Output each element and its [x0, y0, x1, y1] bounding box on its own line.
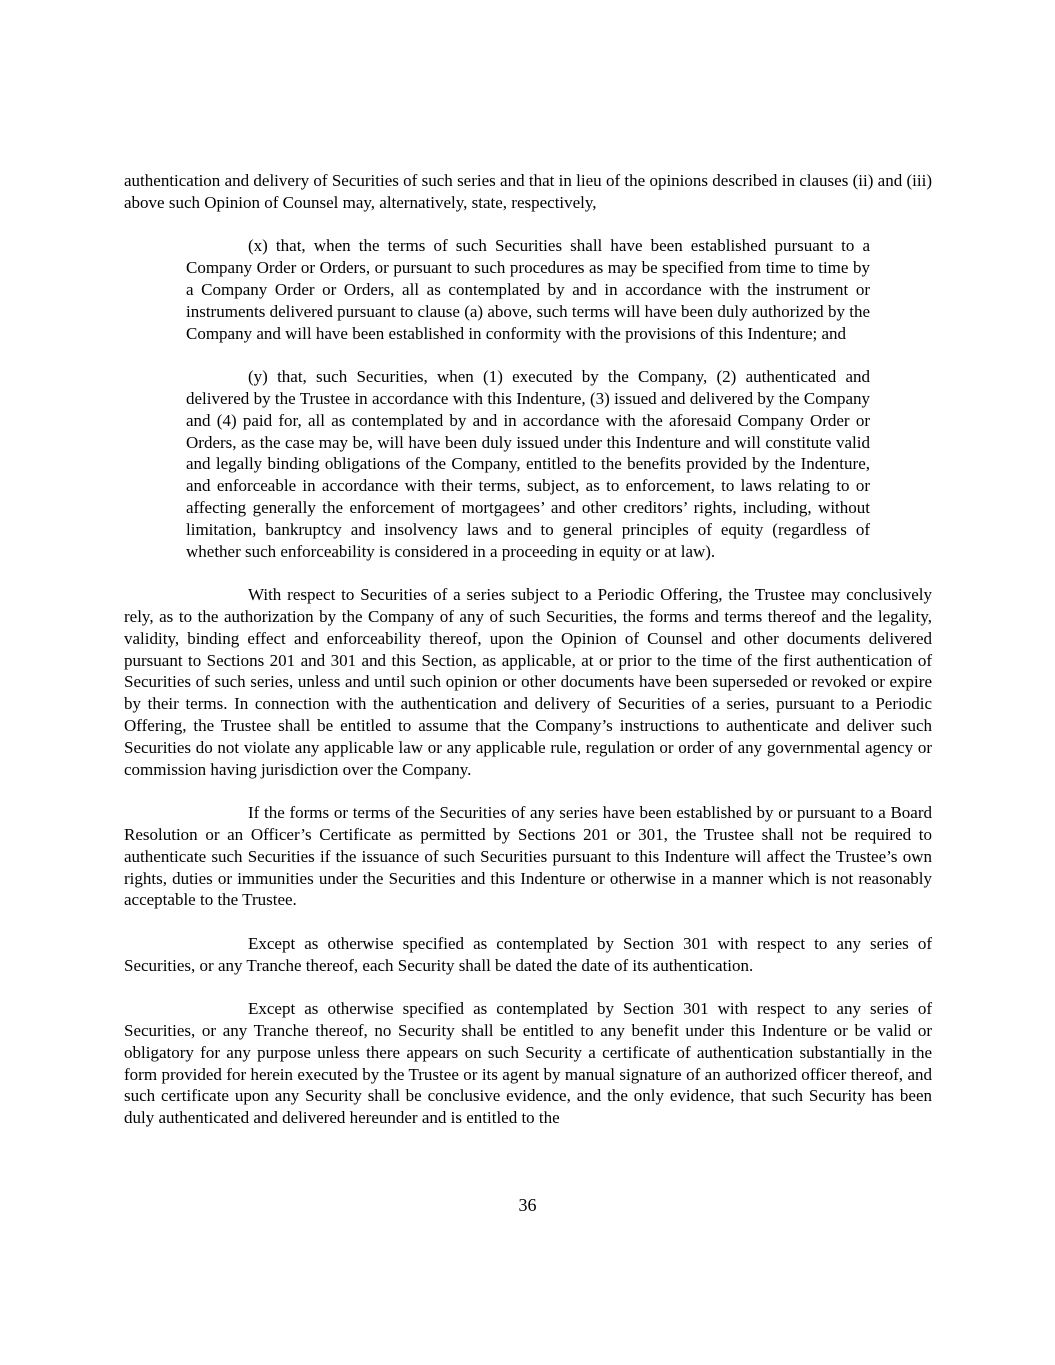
continuation-paragraph: authentication and delivery of Securities of such series and that in lieu of the opinions described in clauses (ii) and (iii) above such Opinion of Counsel may, alternatively, state, respectively,	[124, 171, 932, 212]
document-page	[124, 170, 932, 1129]
clause-y-paragraph: (y) that, such Securities, when (1) executed by the Company, (2) authenticated and delivered by the Trustee in accordance with this Indenture, (3) issued and delivered by the Company and (4) paid for, all as contemplated by and in accordance with the aforesaid Company Order or Orders, as the case may be, will have been duly issued under this Indenture and will constitute valid and legally binding obligations of the Company, entitled to the benefits provided by the Indenture, and enforceable in accordance with their terms, subject, as to enforcement, to laws relating to or affecting generally the enforcement of mortgagees’ and other creditors’ rights, including, without limitation, bankruptcy and insolvency laws and to general principles of equity (regardless of whether such enforceability is considered in a proceeding in equity or at law).	[186, 367, 870, 561]
page-number: 36	[518, 1195, 537, 1215]
clause-x-paragraph: (x) that, when the terms of such Securities shall have been established pursuant to a Company Order or Orders, or pursuant to such procedures as may be specified from time to time by a Company Order or Orders, all as contemplated by and in accordance with the instrument or instruments delivered pursuant to clause (a) above, such terms will have been duly authorized by the Company and will have been established in conformity with the provisions of this Indenture; and	[186, 236, 870, 343]
dating-paragraph: Except as otherwise specified as contemplated by Section 301 with respect to any series of Securities, or any Tranche thereof, each Security shall be dated the date of its authentication.	[124, 933, 932, 975]
periodic-offering-paragraph: With respect to Securities of a series subject to a Periodic Offering, the Trustee may conclusively rely, as to the authorization by the Company of any of such Securities, the forms and terms thereof and the legality, validity, binding effect and enforceability thereof, upon the Opinion of Counsel and other documents delivered pursuant to Sections 201 and 301 and this Section, as applicable, at or prior to the time of the first authentication of Securities of such series, unless and until such opinion or other documents have been superseded or revoked or expire by their terms. In connection with the authentication and delivery of Securities of a series, pursuant to a Periodic Offering, the Trustee shall be entitled to assume that the Company’s instructions to authenticate and deliver such Securities do not violate any applicable law or any applicable rule, regulation or order of any governmental agency or commission having jurisdiction over the Company.	[124, 585, 932, 779]
certificate-paragraph: Except as otherwise specified as contemplated by Section 301 with respect to any series of Securities, or any Tranche thereof, no Security shall be entitled to any benefit under this Indenture or be valid or obligatory for any purpose unless there appears on such Security a certificate of authentication substantially in the form provided for herein executed by the Trustee or its agent by manual signature of an authorized officer thereof, and such certificate upon any Security shall be conclusive evidence, and the only evidence, that such Security has been duly authenticated and delivered hereunder and is entitled to the	[124, 999, 932, 1128]
board-resolution-paragraph: If the forms or terms of the Securities of any series have been established by or pursuant to a Board Resolution or an Officer’s Certificate as permitted by Sections 201 or 301, the Trustee shall not be required to authenticate such Securities if the issuance of such Securities pursuant to this Indenture will affect the Trustee’s own rights, duties or immunities under the Securities and this Indenture or otherwise in a manner which is not reasonably acceptable to the Trustee.	[124, 803, 932, 910]
